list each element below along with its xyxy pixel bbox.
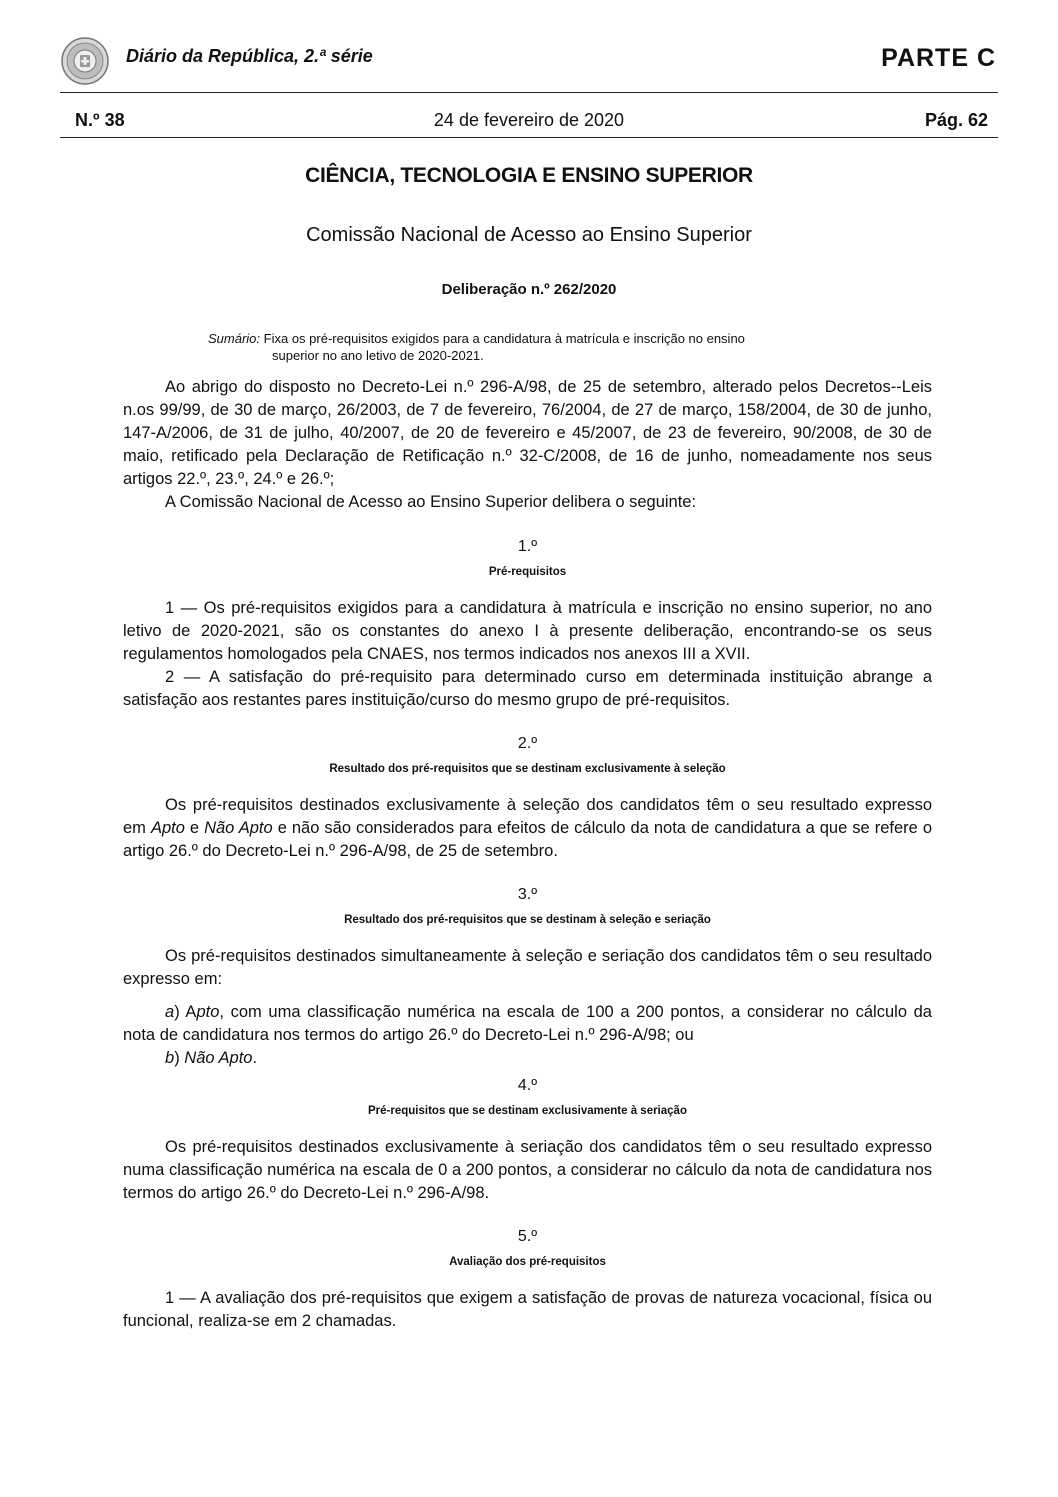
article-number-5: 5.º [517,1228,538,1245]
journal-title: Diário da República, 2.ª série [126,46,373,66]
page-number: Pág. 62 [924,110,988,130]
article-4-paragraph-1: Os pré-requisitos destinados exclusivamente à seriação dos candidatos têm o seu resultado expresso numa classificação numérica na escala de 0 a 200 pontos, a considerar no cálculo da nota de candidatura nos termos do artigo 26.º do Decreto-Lei n.º 296-A/98. [123,1138,932,1202]
item-a-italic: pto [196,1003,220,1021]
item-a-label: a [165,1003,175,1021]
issue-date: 24 de fevereiro de 2020 [433,110,625,130]
article-heading-4: Pré-requisitos que se destinam exclusivamente à seriação [368,1105,687,1117]
article-number-2: 2.º [517,735,538,752]
article-2-text-a: Os pré-requisitos destinados exclusivamente à seleção dos candidatos têm o seu resultado expresso em [123,796,932,837]
article-5-paragraph-1: 1 — A avaliação dos pré-requisitos que exigem a satisfação de provas de natureza vocacional, física ou funcional, realiza-se em 2 chamadas. [123,1289,932,1330]
article-3-item-a [123,1001,932,1047]
header-divider [60,92,998,93]
summary-label: Sumário: [208,331,261,346]
article-heading-1: Pré-requisitos [488,566,567,578]
article-heading-2: Resultado dos pré-requisitos que se destinam exclusivamente à seleção [329,763,726,775]
item-a-text-1: ) A [174,1003,197,1021]
article-2-text-b: e [184,819,205,837]
article-2-text-c: e não são considerados para efeitos de cálculo da nota de candidatura a que se refere o artigo 26.º do Decreto-Lei n.º 296-A/98, de 25 de setembro. [123,819,932,860]
nao-apto-term: Não Apto [204,819,273,837]
article-number-3: 3.º [517,886,538,903]
item-b-italic: Não Apto [184,1049,253,1067]
summary-line-2: superior no ano letivo de 2020-2021. [272,348,484,363]
document-body [123,376,932,1333]
summary-text-1: Fixa os pré-requisitos exigidos para a candidatura à matrícula e inscrição no ensino [263,331,745,346]
summary-block [208,330,858,364]
article-heading-5: Avaliação dos pré-requisitos [449,1256,606,1268]
summary-line-1 [208,330,858,347]
item-b-label: b [165,1049,175,1067]
item-b-text-2: . [252,1049,258,1067]
article-1-paragraph-1: 1 — Os pré-requisitos exigidos para a candidatura à matrícula e inscrição no ensino superior, no ano letivo de 2020-2021, são os constantes do anexo I à presente deliberação, encontrando-se os seus regulamentos homologados pela CNAES, nos termos indicados nos anexos III a XVII. [123,599,932,663]
commission-heading: Comissão Nacional de Acesso ao Ensino Superior [306,224,752,246]
article-1-paragraph-2: 2 — A satisfação do pré-requisito para determinado curso em determinada instituição abrange a satisfação aos restantes pares instituição/curso do mesmo grupo de pré-requisitos. [123,668,932,709]
part-label: PARTE C [881,44,996,72]
republic-seal-icon [60,36,110,86]
issue-number: N.º 38 [75,110,125,130]
subheader-divider [60,137,998,138]
article-number-1: 1.º [517,538,538,555]
preamble-paragraph-2: A Comissão Nacional de Acesso ao Ensino Superior delibera o seguinte: [165,493,697,511]
article-heading-3: Resultado dos pré-requisitos que se destinam à seleção e seriação [344,914,711,926]
ministry-heading: CIÊNCIA, TECNOLOGIA E ENSINO SUPERIOR [305,164,753,187]
article-3-item-b [123,1047,932,1070]
item-b-text-1: ) [174,1049,185,1067]
article-3-paragraph-1: Os pré-requisitos destinados simultaneamente à seleção e seriação dos candidatos têm o seu resultado expresso em: [123,947,932,988]
deliberation-title: Deliberação n.º 262/2020 [441,281,617,298]
item-a-text-2: , com uma classificação numérica na escala de 100 a 200 pontos, a considerar no cálculo da nota de candidatura nos termos do artigo 26.º do Decreto-Lei n.º 296-A/98; ou [123,1003,932,1044]
preamble-paragraph-1: Ao abrigo do disposto no Decreto-Lei n.º 296-A/98, de 25 de setembro, alterado pelos Decretos--Leis n.os 99/99, de 30 de março, 26/2003, de 7 de fevereiro, 76/2004, de 27 de março, 158/2004, de 30 de junho, 147-A/2006, de 31 de julho, 40/2007, de 20 de fevereiro e 45/2007, de 23 de fevereiro, 90/2008, de 30 de maio, retificado pela Declaração de Retificação n.º 32-C/2008, de 16 de junho, nomeadamente nos seus artigos 22.º, 23.º, 24.º e 26.º; [123,378,932,488]
article-number-4: 4.º [517,1077,538,1094]
article-2-paragraph-1 [123,794,932,863]
apto-term: Apto [150,819,185,837]
